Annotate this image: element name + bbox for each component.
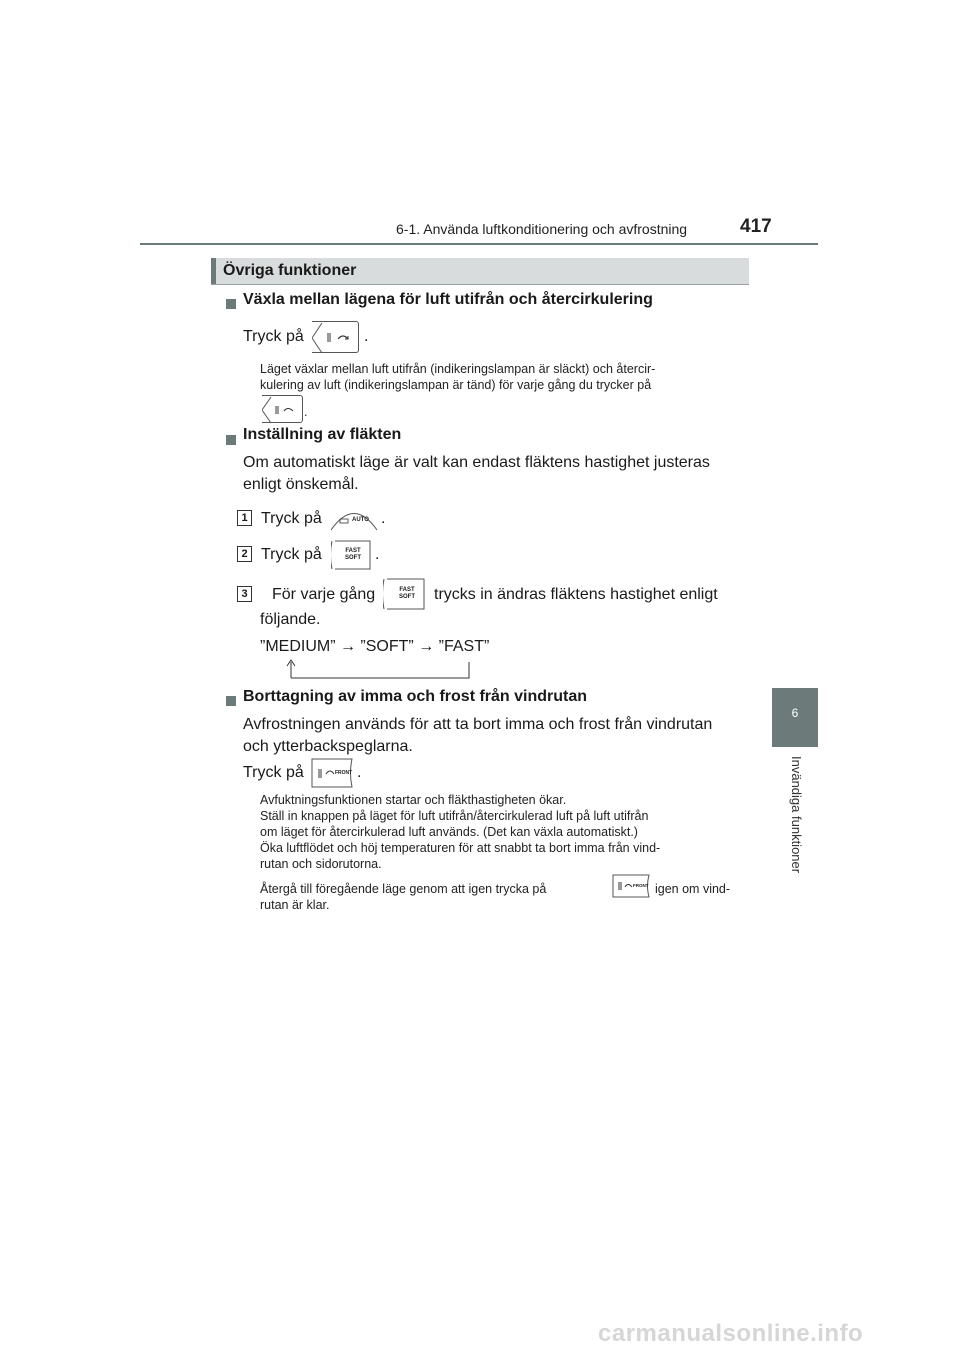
recirc-press-prefix: Tryck på bbox=[243, 328, 304, 345]
soft-label: SOFT bbox=[399, 594, 415, 600]
fan-speed-sequence: ”MEDIUM” → ”SOFT” → ”FAST” bbox=[260, 638, 490, 655]
step2-suffix: . bbox=[375, 546, 380, 563]
recirc-note-line1: Läget växlar mellan luft utifrån (indikeringslampan är släckt) och återcir- bbox=[260, 362, 656, 376]
recirc-press-suffix: . bbox=[364, 328, 369, 345]
defrost-intro-line1: Avfrostningen används för att ta bort imma och frost från vindrutan bbox=[243, 716, 713, 733]
square-bullet-icon bbox=[226, 296, 236, 314]
defrost-note-5: rutan och sidorutorna. bbox=[260, 857, 382, 871]
defrost-note-3: om läget för återcirkulerad luft används. (Det kan växla automatiskt.) bbox=[260, 825, 638, 839]
section-bar-accent bbox=[211, 258, 216, 284]
front-label: FRONT bbox=[335, 770, 353, 776]
section-underline bbox=[211, 284, 749, 285]
section-title: Övriga funktioner bbox=[223, 262, 357, 279]
defrost-note-2: Ställ in knappen på läget för luft utifrån/återcirkulerad luft på luft utifrån bbox=[260, 809, 649, 823]
step3-prefix: För varje gång bbox=[272, 586, 376, 603]
recirc-button-small-icon bbox=[262, 395, 303, 423]
auto-button-label: AUTO bbox=[352, 517, 369, 523]
recirc-note-suffix: . bbox=[304, 405, 308, 419]
step1-prefix: Tryck på bbox=[261, 510, 322, 527]
running-header: 6-1. Använda luftkonditionering och avfrostning bbox=[396, 221, 688, 237]
soft-label: SOFT bbox=[345, 555, 361, 561]
step-number-1: 1 bbox=[237, 510, 252, 526]
cycle-arrow-icon bbox=[283, 656, 475, 682]
recirc-heading: Växla mellan lägena för luft utifrån och återcirkulering bbox=[243, 291, 653, 308]
page-number: 417 bbox=[740, 216, 772, 237]
defrost-note-4: Öka luftflödet och höj temperaturen för att snabbt ta bort imma från vind- bbox=[260, 841, 661, 855]
fan-intro-line2: enligt önskemål. bbox=[243, 476, 359, 493]
step3-suffix: trycks in ändras fläktens hastighet enligt bbox=[434, 586, 718, 603]
fast-soft-labels bbox=[399, 587, 415, 601]
defrost-last-prefix: Återgå till föregående läge genom att igen trycka på bbox=[260, 882, 547, 896]
defrost-heading: Borttagning av imma och frost från vindrutan bbox=[243, 688, 588, 705]
step-number-2: 2 bbox=[237, 546, 252, 562]
recirc-button-icon bbox=[312, 321, 359, 353]
defrost-intro-line2: och ytterbackspeglarna. bbox=[243, 738, 413, 755]
front-label: FRONT bbox=[633, 883, 649, 888]
chapter-title: Invändiga funktioner bbox=[789, 756, 804, 874]
step-number-3: 3 bbox=[237, 586, 252, 602]
fast-soft-button-icon bbox=[331, 540, 371, 570]
fan-heading: Inställning av fläkten bbox=[243, 426, 402, 443]
fast-label: FAST bbox=[399, 587, 415, 593]
step1-suffix: . bbox=[381, 510, 386, 527]
front-defrost-button-icon bbox=[311, 758, 353, 788]
header-rule bbox=[140, 243, 818, 245]
fast-label: FAST bbox=[345, 548, 361, 554]
defrost-last-suffix: igen om vind- bbox=[655, 882, 731, 896]
front-defrost-button-small-icon bbox=[612, 874, 650, 898]
square-bullet-icon bbox=[226, 432, 236, 450]
defrost-note-1: Avfuktningsfunktionen startar och fläkthastigheten ökar. bbox=[260, 793, 567, 807]
defrost-press-suffix: . bbox=[357, 764, 362, 781]
square-bullet-icon bbox=[226, 693, 236, 711]
fan-intro-line1: Om automatiskt läge är valt kan endast fläktens hastighet justeras bbox=[243, 454, 710, 471]
defrost-last-line2: rutan är klar. bbox=[260, 898, 330, 912]
defrost-press-prefix: Tryck på bbox=[243, 764, 304, 781]
watermark: carmanualsonline.info bbox=[598, 1320, 864, 1347]
chapter-number: 6 bbox=[791, 706, 799, 720]
fast-soft-labels bbox=[345, 548, 361, 562]
chapter-title-wrap bbox=[788, 756, 804, 886]
step2-prefix: Tryck på bbox=[261, 546, 322, 563]
fast-soft-button-icon bbox=[383, 578, 425, 610]
step3-line2: följande. bbox=[260, 611, 321, 628]
recirc-note-line2: kulering av luft (indikeringslampan är tänd) för varje gång du trycker på bbox=[260, 378, 652, 392]
auto-button-icon bbox=[330, 505, 378, 531]
